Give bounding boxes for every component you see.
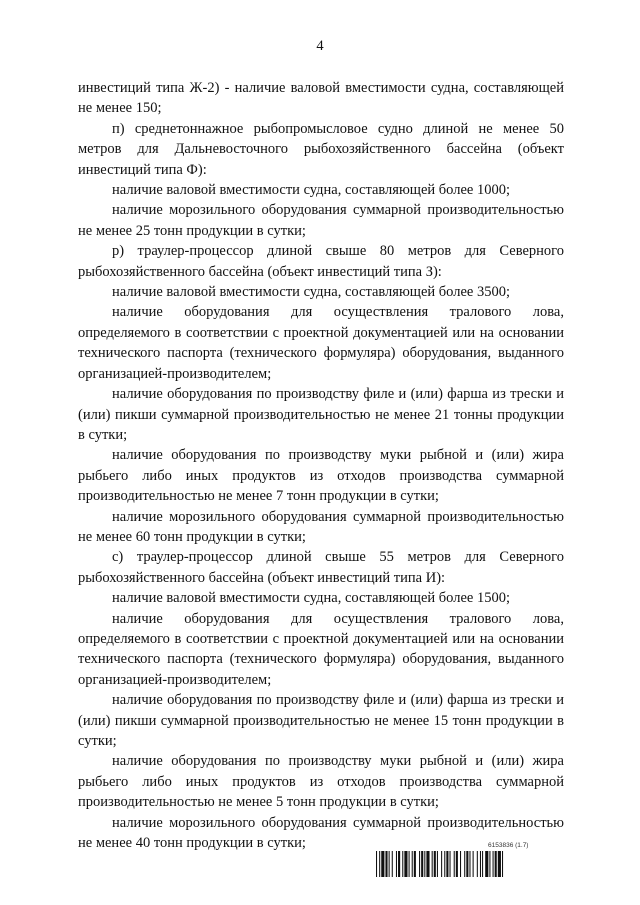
paragraph: наличие оборудования для осуществления тралового лова, определяемого в соответствии с проектной документацией или на основании технического паспорта (технического формуляра) оборудования, выданного организацией-производителем; [78, 304, 564, 382]
paragraph: наличие валовой вместимости судна, составляющей более 1500; [112, 590, 510, 607]
barcode-icon [376, 851, 566, 877]
paragraph: наличие морозильного оборудования суммарной производительностью не менее 60 тонн продукции в сутки; [78, 508, 564, 545]
page-number: 4 [316, 38, 324, 54]
document-code: 6153836 (1.7) [488, 842, 529, 849]
document-body [78, 78, 564, 853]
paragraph: наличие оборудования по производству филе и (или) фарша из трески и (или) пикши суммарной производительностью не менее 21 тонны продукции в сутки; [78, 386, 564, 443]
paragraph: инвестиций типа Ж-2) - наличие валовой вместимости судна, составляющей не менее 150; [78, 80, 564, 117]
paragraph: наличие оборудования по производству филе и (или) фарша из трески и (или) пикши суммарной производительностью не менее 15 тонн продукции в сутки; [78, 692, 564, 749]
paragraph: наличие валовой вместимости судна, составляющей более 1000; [112, 182, 510, 199]
paragraph: наличие морозильного оборудования суммарной производительностью не менее 25 тонн продукции в сутки; [78, 202, 564, 239]
paragraph: наличие оборудования по производству муки рыбной и (или) жира рыбьего либо иных продуктов из отходов производства суммарной производительностью не менее 7 тонн продукции в сутки; [78, 447, 564, 505]
paragraph: с) траулер-процессор длиной свыше 55 метров для Северного рыбохозяйственного бассейна (объект инвестиций типа И): [78, 549, 564, 586]
paragraph: наличие валовой вместимости судна, составляющей более 3500; [112, 284, 510, 301]
paragraph: р) траулер-процессор длиной свыше 80 метров для Северного рыбохозяйственного бассейна (объект инвестиций типа З): [78, 243, 564, 280]
paragraph: наличие оборудования для осуществления тралового лова, определяемого в соответствии с проектной документацией или на основании технического паспорта (технического формуляра) оборудования, выданного организацией-производителем; [78, 610, 564, 688]
paragraph: наличие морозильного оборудования суммарной производительностью не менее 40 тонн продукции в сутки; [78, 814, 564, 852]
paragraph: наличие оборудования по производству муки рыбной и (или) жира рыбьего либо иных продуктов из отходов производства суммарной производительностью не менее 5 тонн продукции в сутки; [78, 753, 564, 811]
paragraph: п) среднетоннажное рыбопромысловое судно длиной не менее 50 метров для Дальневосточного рыбохозяйственного бассейна (объект инвестиций типа Ф): [78, 120, 564, 178]
